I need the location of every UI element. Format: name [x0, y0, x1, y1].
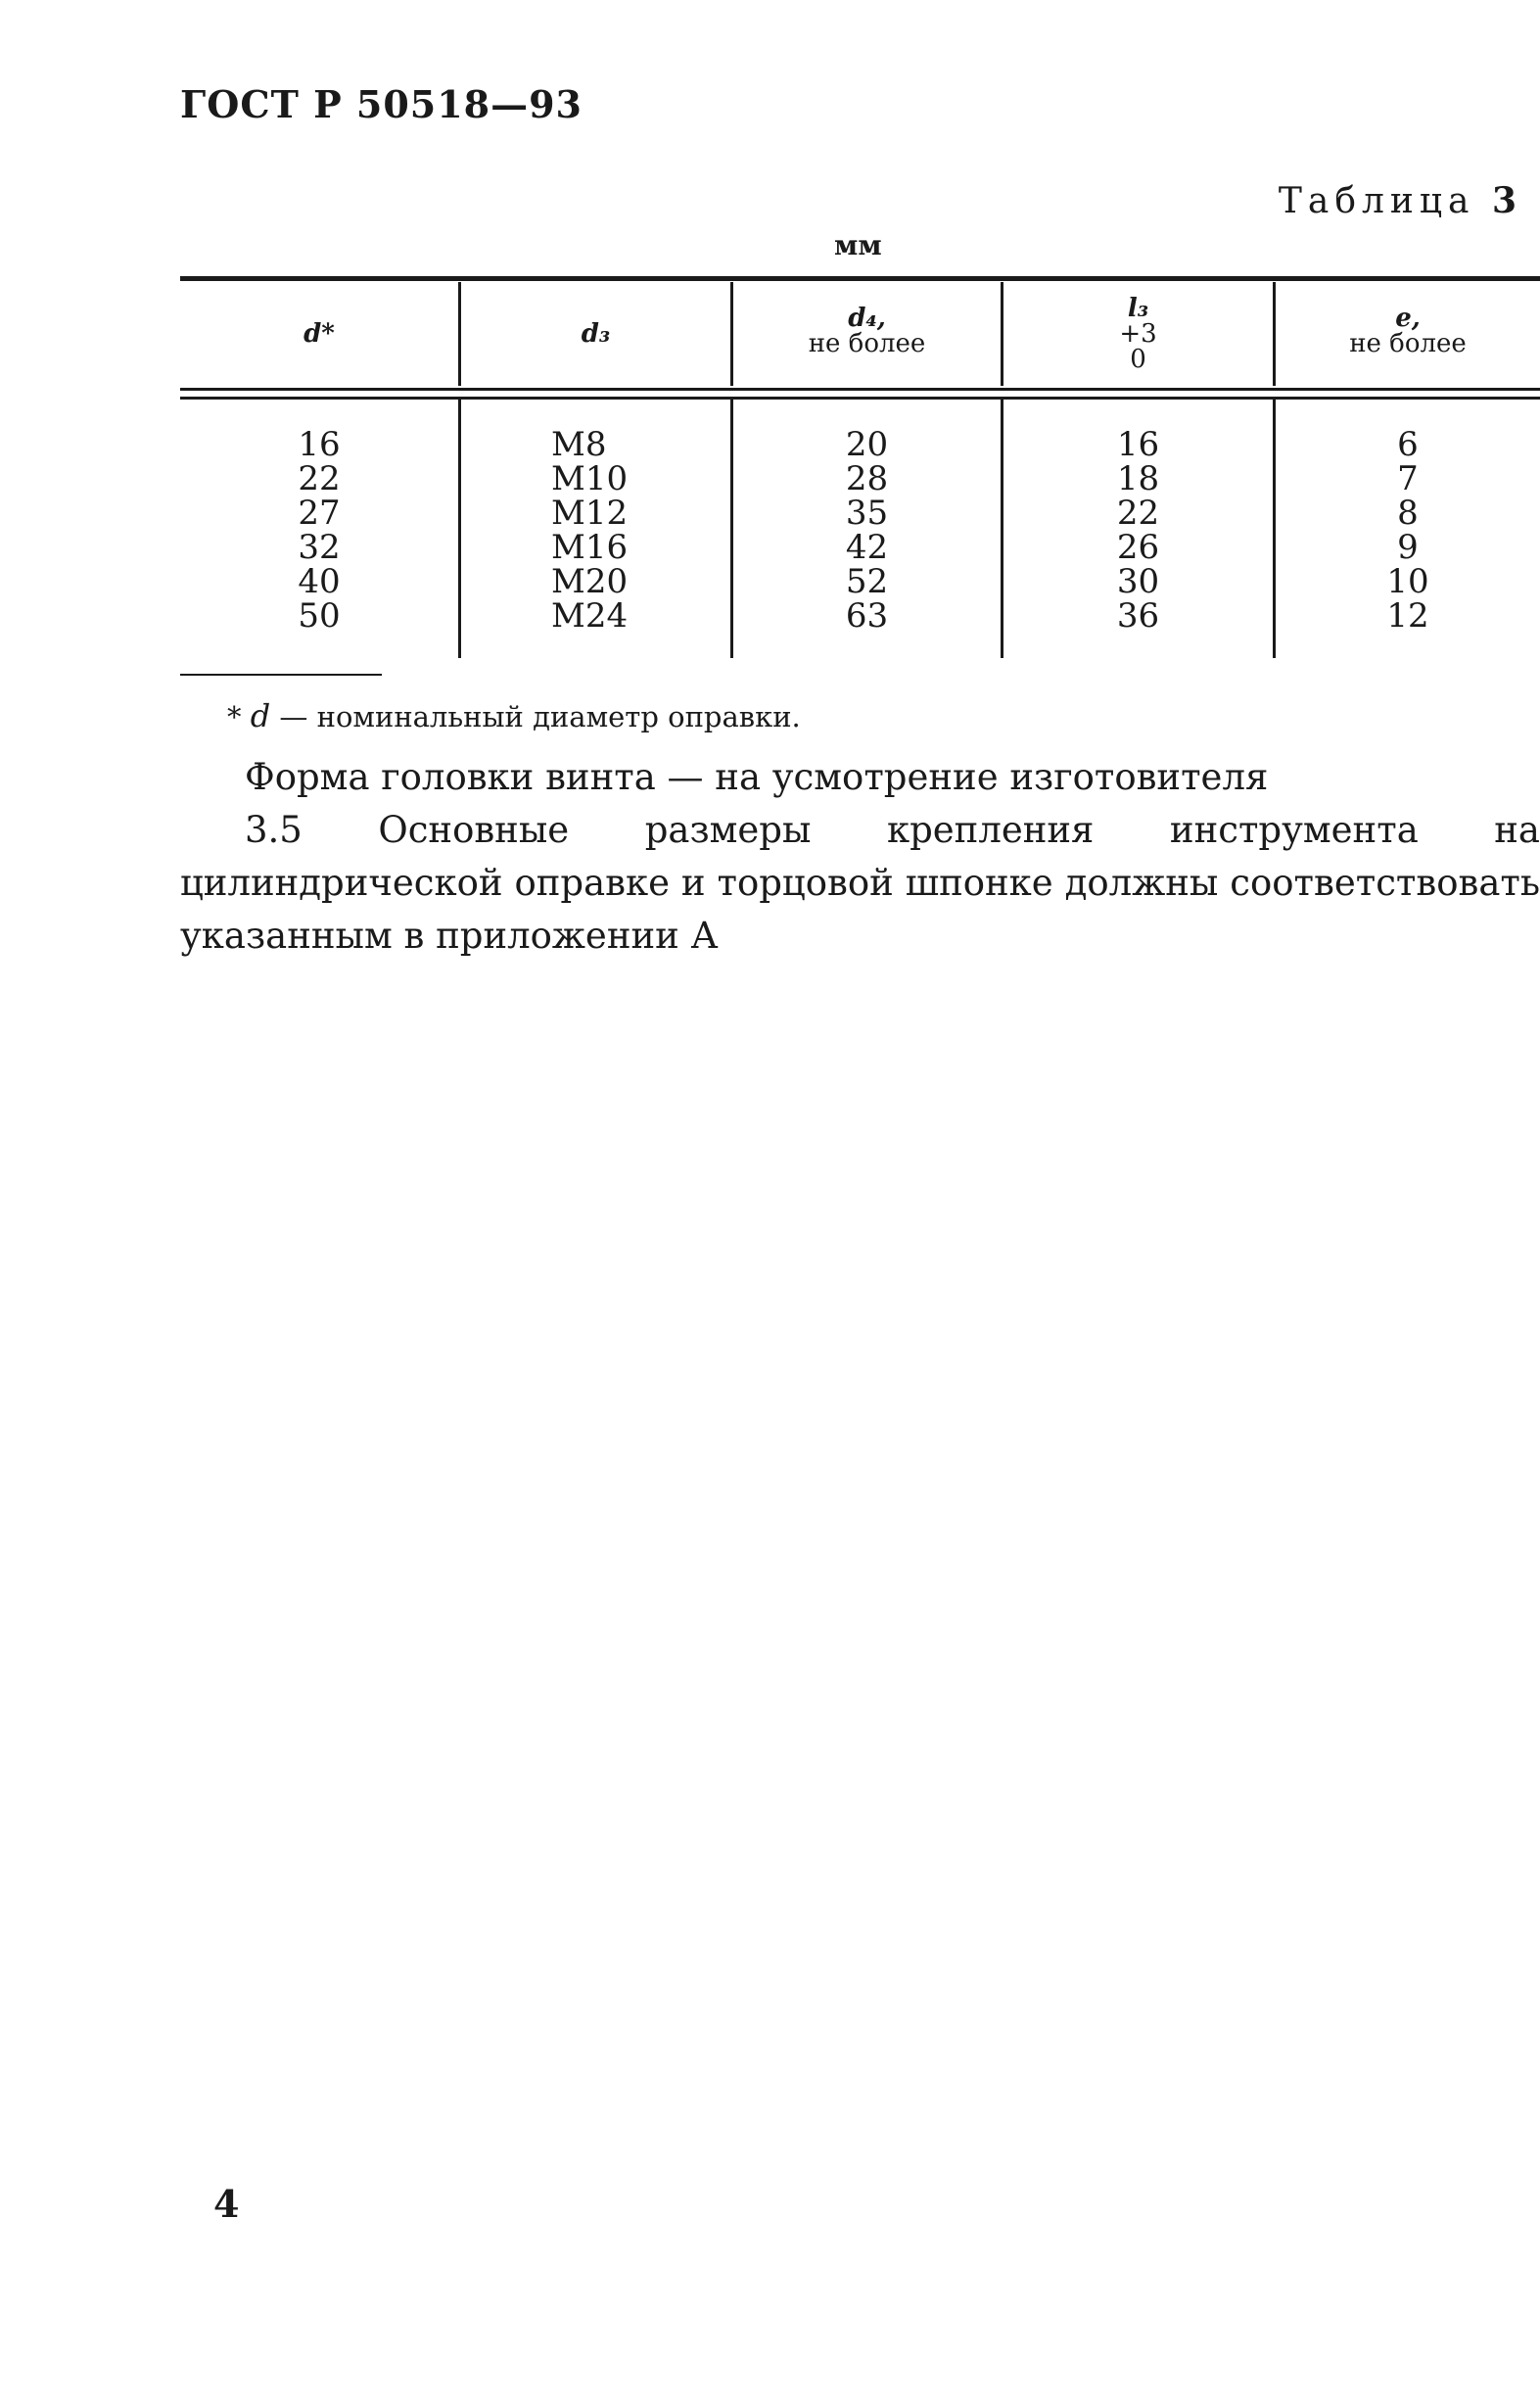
- footnote-mark: *: [227, 700, 242, 733]
- table-cell: 63: [845, 596, 889, 636]
- table-cell: M16: [551, 528, 629, 567]
- table-caption-label: Таблица: [1278, 181, 1475, 221]
- table-cell: 42: [845, 528, 889, 567]
- table-cell: 52: [845, 562, 889, 601]
- table-cell: 16: [1116, 425, 1160, 464]
- table-cell: 18: [1116, 459, 1160, 498]
- table-cell: M10: [551, 459, 629, 498]
- header-cell-l3: l₃ +3 0: [1119, 294, 1157, 374]
- table-cell: 40: [298, 562, 341, 601]
- footnote: [227, 697, 801, 734]
- paragraph-screw-head: Форма головки винта — на усмотрение изготовителя: [245, 756, 1269, 798]
- table-column-l3: [1003, 425, 1273, 636]
- paragraph-3-5: 3.5 Основные размеры крепления инструмента на цилиндрической оправке и торцовой шпонке должны соответствовать указанным в приложении А: [180, 809, 1540, 957]
- table-cell: M8: [551, 425, 607, 464]
- footnote-text: — номинальный диаметр оправки.: [279, 700, 801, 733]
- table-cell: 10: [1386, 562, 1429, 601]
- document-code: ГОСТ Р 50518—93: [180, 82, 583, 126]
- table-cell: 7: [1397, 459, 1419, 498]
- table-cell: 32: [298, 528, 341, 567]
- table-cell: 8: [1397, 494, 1419, 533]
- table-cell: M24: [551, 596, 629, 636]
- table-cell: 30: [1116, 562, 1160, 601]
- table-caption: [1279, 180, 1517, 221]
- table-column-d: [180, 425, 458, 636]
- table-units: мм: [834, 229, 882, 261]
- table-cell: 36: [1116, 596, 1160, 636]
- table-cell: 22: [1116, 494, 1160, 533]
- table-cell: 16: [298, 425, 341, 464]
- table-column-d3: [461, 425, 730, 636]
- table-header-rule: [180, 388, 1540, 391]
- page-number: 4: [213, 2182, 240, 2226]
- table-cell: 20: [845, 425, 889, 464]
- table-top-rule: [180, 276, 1540, 281]
- table-cell: 35: [845, 494, 889, 533]
- table-cell: 6: [1397, 425, 1419, 464]
- footnote-variable: d: [250, 697, 271, 734]
- table-cell: 26: [1116, 528, 1160, 567]
- header-cell-d3: d₃: [581, 319, 611, 349]
- table-column-d4: [733, 425, 1001, 636]
- table-cell: 50: [298, 596, 341, 636]
- table-cell: 27: [298, 494, 341, 533]
- table-cell: 22: [298, 459, 341, 498]
- header-cell-d4: d₄, не более: [808, 304, 926, 358]
- table-caption-number: 3: [1491, 180, 1517, 221]
- table-cell: M20: [551, 562, 629, 601]
- footnote-rule: [180, 674, 382, 676]
- table-cell: M12: [551, 494, 629, 533]
- table-cell: 12: [1386, 596, 1429, 636]
- header-cell-d: d*: [303, 319, 335, 349]
- header-cell-e: e, не более: [1349, 304, 1467, 358]
- table-column-e: [1276, 425, 1540, 636]
- table-header-rule-double: [180, 397, 1540, 400]
- table-cell: 9: [1397, 528, 1419, 567]
- table-cell: 28: [845, 459, 889, 498]
